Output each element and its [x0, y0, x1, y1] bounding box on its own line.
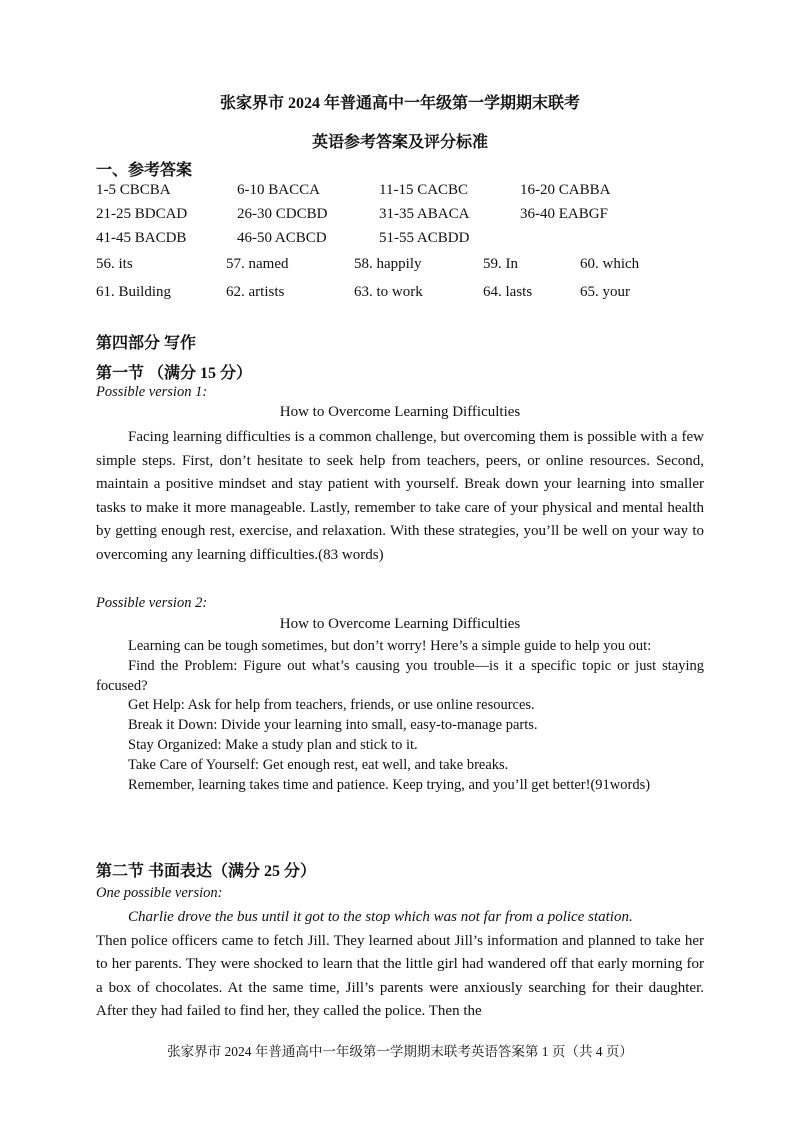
version2-line: Stay Organized: Make a study plan and stick to it.: [128, 736, 418, 753]
fill-answer: 63. to work: [354, 284, 423, 300]
mc-answer: 31-35 ABACA: [379, 206, 470, 222]
fill-answer: 56. its: [96, 256, 133, 272]
version3-paragraph: Then police officers came to fetch Jill. They learned about Jill’s information and planned to take her to her parents. They were shocked to learn that the little girl had wandered off that early morning for a box of chocolates. At the same time, Jill’s parents were anxiously searching for their daughter. After they had failed to find her, they called the police. Then the: [96, 932, 704, 1019]
version2-title: How to Overcome Learning Difficulties: [279, 616, 521, 632]
version2-line: Learning can be tough sometimes, but don’t worry! Here’s a simple guide to help you out:: [128, 638, 652, 654]
mc-answer: 41-45 BACDB: [96, 230, 187, 246]
part4-heading: 第四部分 写作: [96, 335, 197, 352]
fill-answer: 57. named: [226, 256, 289, 272]
version2-line: Remember, learning takes time and patience. Keep trying, and you’ll get better!(91words): [128, 776, 651, 793]
version2-line: Get Help: Ask for help from teachers, friends, or use online resources.: [128, 697, 535, 714]
mc-answer: 6-10 BACCA: [237, 182, 320, 198]
version1-label: Possible version 1:: [96, 384, 208, 400]
mc-answer: 16-20 CABBA: [520, 182, 611, 198]
version3-intro: Charlie drove the bus until it got to the stop which was not far from a police station.: [128, 909, 633, 925]
fill-answer: 64. lasts: [483, 284, 533, 300]
fill-answer: 65. your: [580, 284, 630, 300]
section1-heading: 第一节 （满分 15 分）: [96, 365, 253, 382]
version2-label: Possible version 2:: [96, 595, 208, 611]
page-subtitle: 英语参考答案及评分标准: [311, 134, 488, 151]
mc-answer: 36-40 EABGF: [520, 206, 608, 222]
version2-line: Take Care of Yourself: Get enough rest, eat well, and take breaks.: [128, 756, 509, 773]
mc-answer: 11-15 CACBC: [379, 182, 469, 198]
fill-answer: 59. In: [483, 256, 518, 272]
page-title: 张家界市 2024 年普通高中一年级第一学期期末联考: [219, 95, 580, 112]
version3-label: One possible version:: [96, 885, 223, 901]
version2-body: [96, 637, 704, 795]
version1-body: [96, 426, 704, 567]
mc-answer: 1-5 CBCBA: [96, 182, 171, 198]
mc-answer: 21-25 BDCAD: [96, 206, 188, 222]
fill-answer: 58. happily: [354, 256, 422, 272]
mc-answer: 51-55 ACBDD: [379, 230, 470, 246]
page-footer: 张家界市 2024 年普通高中一年级第一学期期末联考英语答案第 1 页（共 4 页）: [167, 1044, 633, 1059]
version1-title: How to Overcome Learning Difficulties: [279, 404, 521, 420]
mc-answer: 26-30 CDCBD: [237, 206, 328, 222]
section-heading-answers: 一、参考答案: [96, 162, 193, 179]
fill-answer: 60. which: [580, 256, 640, 272]
version1-paragraph: Facing learning difficulties is a common challenge, but overcoming them is possible with a few simple steps. First, don’t hesitate to seek help from teachers, peers, or online resources. Second, maintain a positive mindset and stay patient with yourself. Break down your learning into smaller tasks to make it more manageable. Lastly, remember to take care of your physical and mental health by getting enough rest, exercise, and relaxation. With these strategies, you’ll be well on your way to overcoming any learning difficulties.(83 words): [96, 429, 704, 563]
fill-answer: 61. Building: [96, 284, 172, 300]
version2-line: Find the Problem: Figure out what’s causing you trouble—is it a specific topic or just staying focused?: [96, 657, 704, 694]
mc-answer: 46-50 ACBCD: [237, 230, 327, 246]
version3-body: [96, 906, 704, 1024]
fill-answer: 62. artists: [226, 284, 285, 300]
version2-line: Break it Down: Divide your learning into small, easy-to-manage parts.: [128, 717, 538, 734]
section2-heading: 第二节 书面表达（满分 25 分）: [96, 863, 317, 880]
